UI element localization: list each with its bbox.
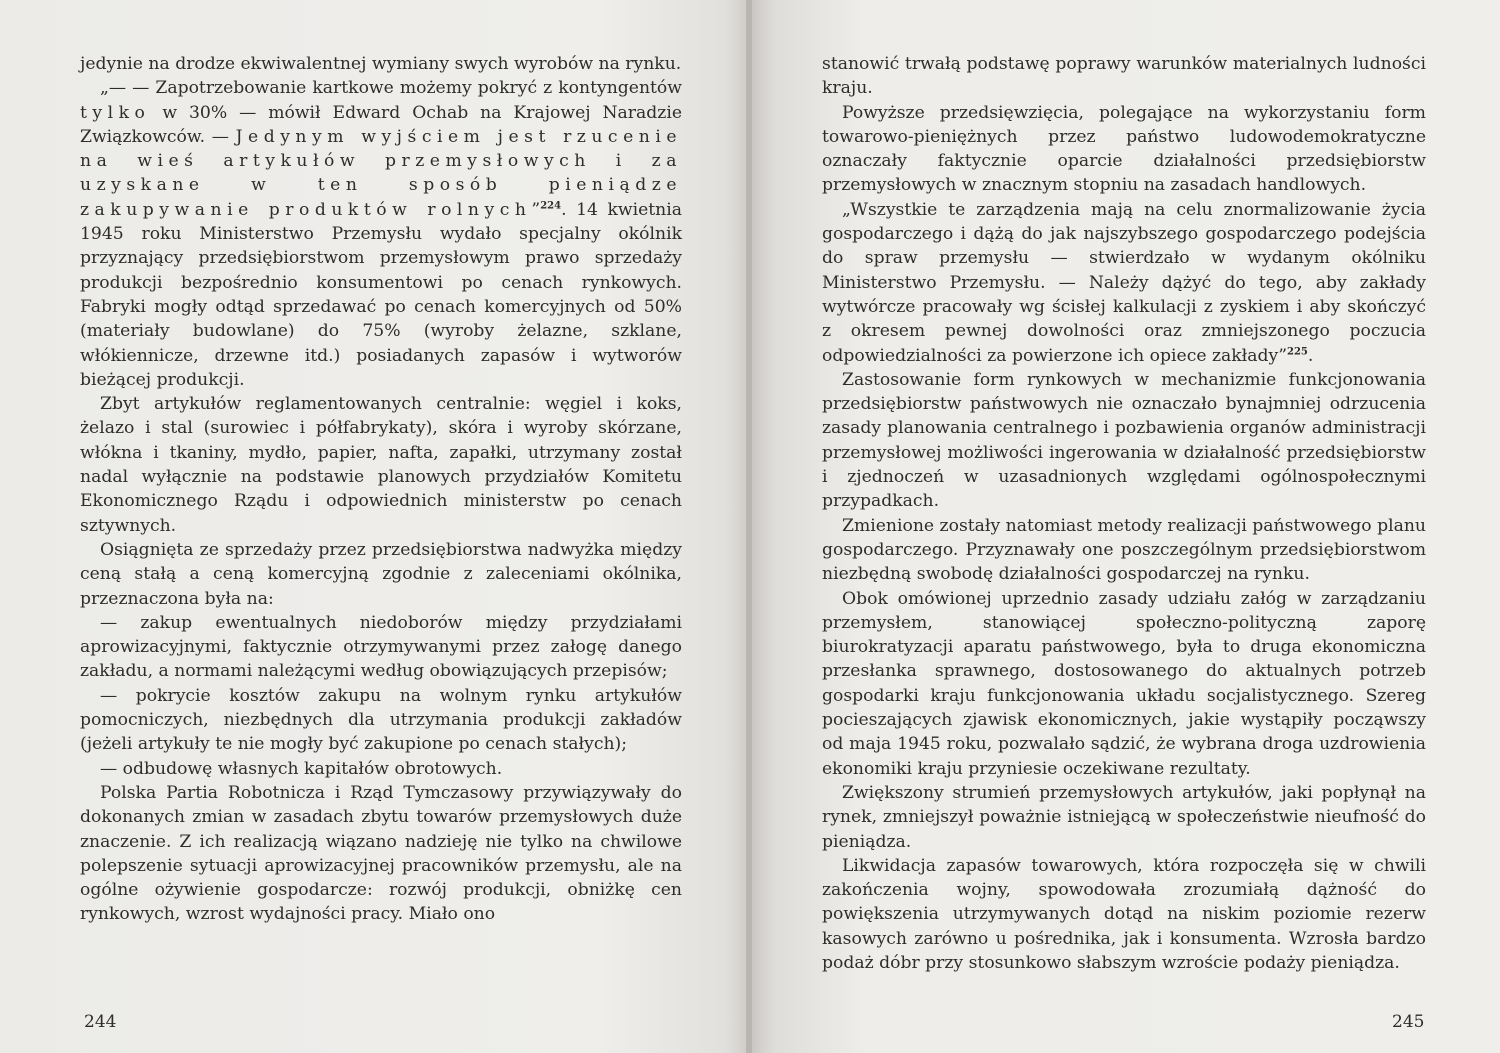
left-page-text	[80, 52, 682, 927]
paragraph: Polska Partia Robotnicza i Rząd Tymczasowy przywiązywały do dokonanych zmian w zasadach zbytu towarów przemysłowych duże znaczenie. Z ich realizacją wiązano nadzieję nie tylko na chwilowe polepszenie sytuacji aprowizacyjnej pracowników przemysłu, ale na ogólne ożywienie gospodarcze: rozwój produkcji, obniżkę cen rynkowych, wzrost wydajności pracy. Miało ono	[80, 782, 682, 925]
spaced-emphasis: tylko	[80, 102, 151, 123]
right-page	[752, 0, 1500, 1053]
paragraph-quote-ministry	[822, 198, 1426, 368]
paragraph: Obok omówionej uprzednio zasady udziału załóg w zarządzaniu przemysłem, stanowiącej społeczno-polityczną zaporę biurokratyzacji aparatu państwowego, była to druga ekonomiczna przesłanka sprawnego, dostosowanego do aktualnych potrzeb gospodarki kraju funkcjonowania układu socjalistycznego. Szereg pocieszających zjawisk ekonomicznych, jakie wystąpiły począwszy od maja 1945 roku, pozwalało sądzić, że wybrana droga uzdrowienia ekonomiki kraju przyniesie oczekiwane rezultaty.	[822, 588, 1426, 779]
paragraph-quote-ochab	[80, 76, 682, 392]
paragraph: stanowić trwałą podstawę poprawy warunków materialnych ludności kraju.	[822, 54, 1426, 99]
list-item: — zakup ewentualnych niedoborów między przydziałami aprowizacyjnymi, faktycznie otrzymywanymi przez załogę danego zakładu, a normami należącymi według obowiązujących przepisów;	[80, 612, 682, 682]
text-run: .	[1307, 345, 1314, 366]
text-run: „Wszystkie te zarządzenia mają na celu znormalizowanie życia gospodarczego i dążą do jak najszybszego gospodarczego podejścia do spraw przemysłu — stwierdzało w wydanym okólniku Ministerstwo Przemysłu. — Należy dążyć do tego, aby zakłady wytwórcze pracowały wg ścisłej kalkulacji z zyskiem i aby skończyć z okresem pewnej dowolności oraz zmniejszonego poczucia odpowiedzialności za powierzone ich opiece zakłady”	[822, 199, 1426, 366]
text-run: w 30% — mówił Edward Ochab na Krajowej Naradzie Związkowców. —	[80, 102, 682, 147]
paragraph: Zastosowanie form rynkowych w mechanizmie funkcjonowania przedsiębiorstw państwowych nie oznaczało bynajmniej odrzucenia zasady planowania centralnego i pozbawienia organów administracji przemysłowej możliwości ingerowania w działalność przedsiębiorstw i zjednoczeń w uzasadnionych względami ogólnospołecznymi przypadkach.	[822, 369, 1426, 512]
list-item: — odbudowę własnych kapitałów obrotowych.	[100, 758, 503, 779]
paragraph: Zmienione zostały natomiast metody realizacji państwowego planu gospodarczego. Przyznawały one poszczególnym przedsiębiorstwom niezbędną swobodę działalności gospodarczej na rynku.	[822, 515, 1426, 585]
paragraph: Osiągnięta ze sprzedaży przez przedsiębiorstwa nadwyżka między ceną stałą a ceną komercyjną zgodnie z zaleceniami okólnika, przeznaczona była na:	[80, 539, 682, 609]
spaced-emphasis: Jedynym wyjściem jest rzucenie na wieś artykułów przemysłowych i za uzyskane w ten sposób pieniądze zakupywanie produktów rolnych	[80, 126, 682, 220]
paragraph: jedynie na drodze ekwiwalentnej wymiany swych wyrobów na rynku.	[80, 54, 682, 74]
paragraph: Powyższe przedsięwzięcia, polegające na wykorzystaniu form towarowo-pieniężnych przez państwo ludowodemokratyczne oznaczały faktycznie oparcie działalności przedsiębiorstw przemysłowych w znacznym stopniu na zasadach handlowych.	[822, 102, 1426, 196]
left-page	[0, 0, 748, 1053]
paragraph: Zbyt artykułów reglamentowanych centralnie: węgiel i koks, żelazo i stal (surowiec i półfabrykaty), skóra i wyroby skórzane, włókna i tkaniny, mydło, papier, nafta, zapałki, utrzymany został nadal wyłącznie na podstawie planowych przydziałów Komitetu Ekonomicznego Rządu i odpowiednich ministerstw po cenach sztywnych.	[80, 394, 682, 536]
paragraph: Zwiększony strumień przemysłowych artykułów, jaki popłynął na rynek, zmniejszył poważnie istniejącą w społeczeństwie nieufność do pieniądza.	[822, 782, 1426, 852]
list-item: — pokrycie kosztów zakupu na wolnym rynku artykułów pomocniczych, niezbędnych dla utrzymania produkcji zakładów (jeżeli artykuły te nie mogły być zakupione po cenach stałych);	[80, 685, 682, 755]
paragraph: Likwidacja zapasów towarowych, która rozpoczęła się w chwili zakończenia wojny, spowodowała zrozumiałą dążność do powiększenia utrzymywanych dotąd na niskim poziomie rezerw kasowych zarówno u pośrednika, jak i konsumenta. Wzrosła bardzo podaż dóbr przy stosunkowo słabszym wzroście podaży pieniądza.	[822, 855, 1426, 973]
text-run: ”	[531, 199, 541, 220]
text-run: „— — Zapotrzebowanie kartkowe możemy pokryć z kontyngentów	[100, 78, 682, 99]
footnote-ref: 225	[1287, 345, 1308, 357]
text-run: . 14 kwietnia 1945 roku Ministerstwo Przemysłu wydało specjalny okólnik przyznający przedsiębiorstwom przemysłowym prawo sprzedaży produkcji bezpośrednio konsumentowi po cenach rynkowych. Fabryki mogły odtąd sprzedawać po cenach komercyjnych od 50% (materiały budowlane) do 75% (wyroby żelazne, szklane, włókiennicze, drzewne itd.) posiadanych zapasów i wytworów bieżącej produkcji.	[80, 199, 682, 390]
page-number: 245	[1392, 1012, 1425, 1032]
footnote-ref: 224	[540, 200, 562, 212]
right-page-text	[822, 52, 1426, 975]
page-number: 244	[84, 1012, 117, 1032]
